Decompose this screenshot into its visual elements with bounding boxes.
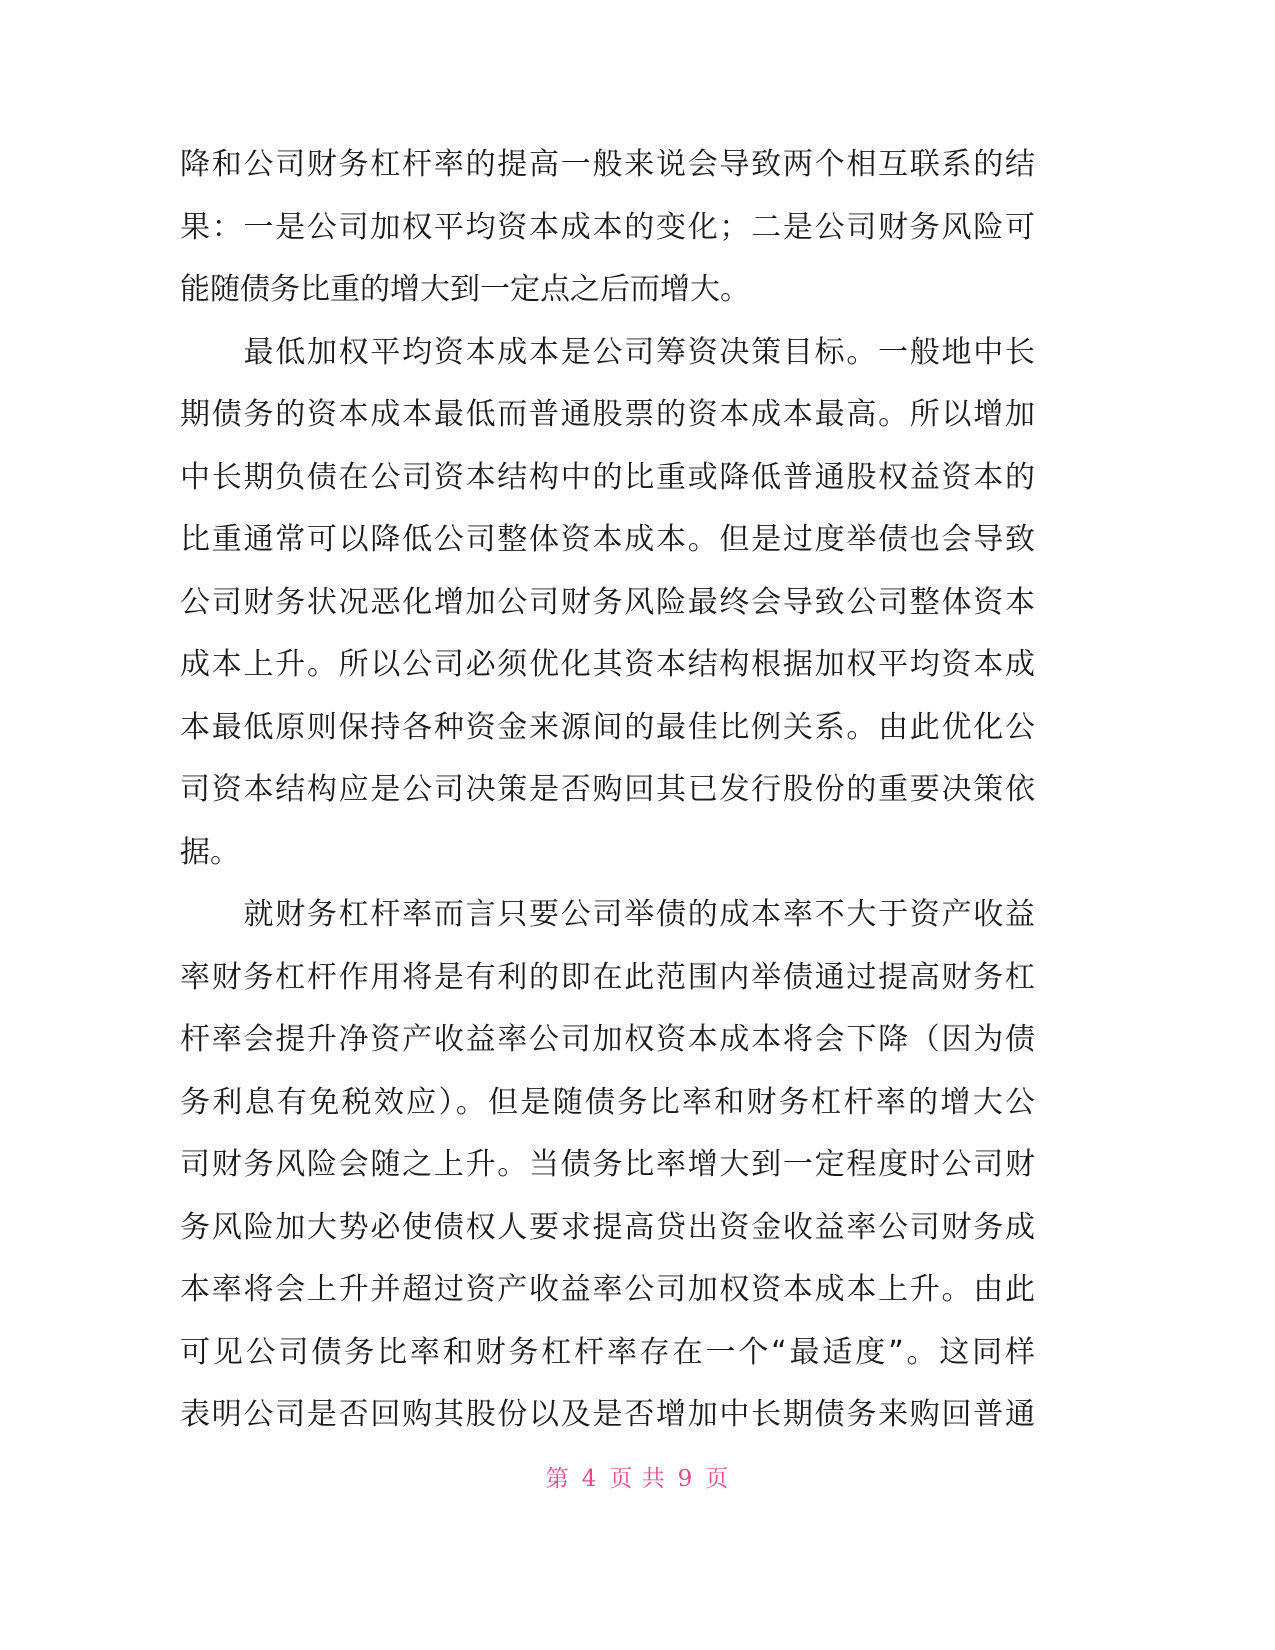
text-line: 能随债务比重的增大到一定点之后而增大。 <box>180 272 750 307</box>
text-line: 本最低原则保持各种资金来源间的最佳比例关系。由此优化公 <box>180 709 1035 745</box>
footer-prefix: 第 <box>545 1466 570 1492</box>
footer-suffix: 页 <box>705 1466 730 1492</box>
page-footer <box>0 1460 1275 1493</box>
text-line: 务利息有免税效应）。但是随债务比率和财务杠杆率的增大公 <box>180 1084 1035 1120</box>
text-line: 期债务的资本成本最低而普通股票的资本成本最高。所以增加 <box>180 397 1035 432</box>
text-line: 本率将会上升并超过资产收益率公司加权资本成本上升。由此 <box>180 1272 1035 1307</box>
text-line: 最低加权平均资本成本是公司筹资决策目标。一般地中长 <box>180 334 1035 370</box>
text-line: 据。 <box>180 834 240 870</box>
text-line: 比重通常可以降低公司整体资本成本。但是过度举债也会导致 <box>180 522 1035 557</box>
text-line: 司财务风险会随之上升。当债务比率增大到一定程度时公司财 <box>180 1147 1035 1182</box>
text-line: 降和公司财务杠杆率的提高一般来说会导致两个相互联系的结 <box>180 147 1035 182</box>
text-line: 公司财务状况恶化增加公司财务风险最终会导致公司整体资本 <box>180 584 1035 620</box>
footer-middle: 页 共 <box>609 1466 666 1492</box>
text-line: 可见公司债务比率和财务杠杆率存在一个“最适度”。这同样 <box>180 1334 1035 1370</box>
text-line: 成本上升。所以公司必须优化其资本结构根据加权平均资本成 <box>180 647 1035 682</box>
text-line: 司资本结构应是公司决策是否购回其已发行股份的重要决策依 <box>180 772 1035 807</box>
text-line: 中长期负债在公司资本结构中的比重或降低普通股权益资本的 <box>180 459 1035 495</box>
footer-current-page: 4 <box>581 1466 598 1492</box>
footer-total-pages: 9 <box>677 1466 694 1492</box>
body-text <box>180 134 1035 1447</box>
text-line: 就财务杠杆率而言只要公司举债的成本率不大于资产收益 <box>180 897 1035 932</box>
text-line: 率财务杠杆作用将是有利的即在此范围内举债通过提高财务杠 <box>180 959 1035 995</box>
text-line: 务风险加大势必使债权人要求提高贷出资金收益率公司财务成 <box>180 1209 1035 1245</box>
text-line: 果：一是公司加权平均资本成本的变化；二是公司财务风险可 <box>180 209 1035 245</box>
text-line: 杆率会提升净资产收益率公司加权资本成本将会下降（因为债 <box>180 1022 1035 1057</box>
text-line: 表明公司是否回购其股份以及是否增加中长期债务来购回普通 <box>180 1397 1035 1432</box>
